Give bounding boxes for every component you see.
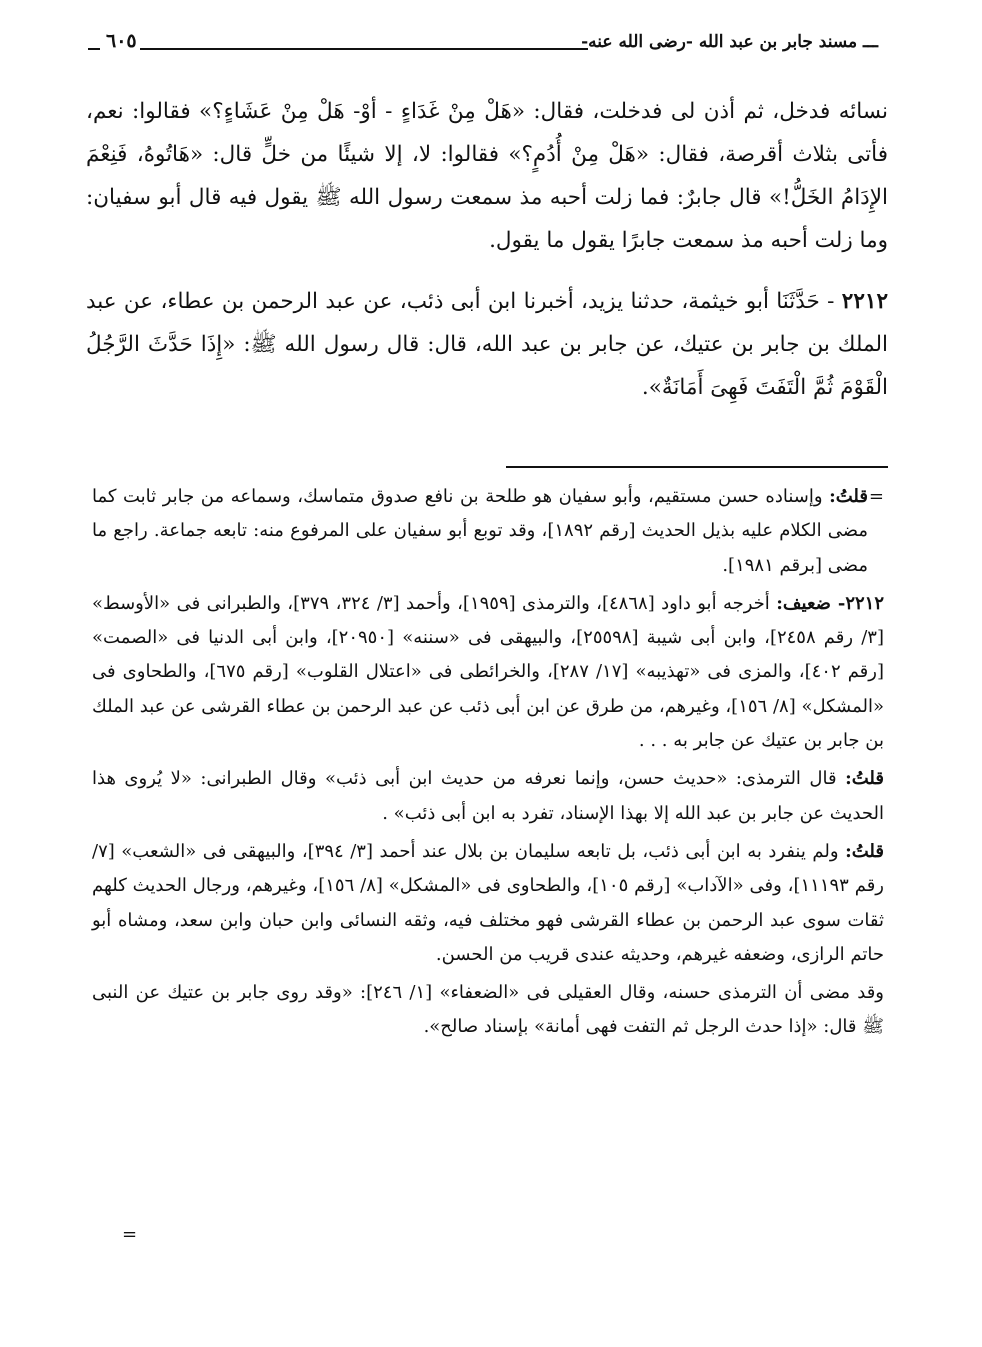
footnote-2 (92, 587, 884, 758)
continues-mark: = (122, 1224, 138, 1245)
header-rule (140, 48, 588, 50)
footnote-4-keyword: قلتُ: (845, 840, 884, 862)
running-header (88, 30, 888, 64)
header-dash (88, 48, 100, 50)
footnote-1 (92, 480, 884, 583)
footnotes (92, 480, 884, 1045)
header-title: ـــ مسند جابر بن عبد الله -رضى الله عنه- (581, 32, 878, 52)
footnote-3 (92, 762, 884, 831)
carry-over-mark: = (868, 486, 884, 507)
footnote-separator (506, 466, 888, 468)
footnote-5 (92, 976, 884, 1045)
footnote-3-text: قال الترمذى: «حديث حسن، وإنما نعرفه من حديث ابن أبى ذئب» وقال الطبرانى: «لا يُروى هذا الحديث عن جابر بن عبد الله إلا بهذا الإسناد، تفرد به ابن أبى ذئب» . (92, 768, 884, 824)
footnote-4 (92, 835, 884, 972)
footnote-1-keyword: قلتُ: (829, 486, 868, 507)
main-paragraph-1: نسائه فدخل، ثم أذن لى فدخلت، فقال: «هَلْ مِنْ غَدَاءٍ - أوْ- هَلْ مِنْ عَشَاءٍ؟» فقالوا: نعم، فأتى بثلاث أقرصة، فقال: «هَلْ مِنْ أُدُمٍ؟» فقالوا: لا، إلا شيئًا من خلٍّ قال: «هَاتُوهُ، فَنِعْمَ الإِدَامُ الخَلُّ!» قال جابرٌ: فما زلت أحبه مذ سمعت رسول الله ﷺ يقول فيه قال أبو سفيان: وما زلت أحبه مذ سمعت جابرًا يقول ما يقول. (86, 99, 888, 253)
main-text (86, 90, 888, 409)
hadith-text: - حَدَّثَنَا أبو خيثمة، حدثنا يزيد، أخبرنا ابن أبى ذئب، عن عبد الرحمن بن عطاء، عن عبد الملك بن جابر بن عتيك، عن جابر بن عبد الله، قال: قال رسول الله ﷺ: «إِذَا حَدَّثَ الرَّجُلُ الْقَوْمَ ثُمَّ الْتَفَتَ فَهِىَ أَمَانَةٌ». (86, 289, 888, 400)
footnote-2-text: أخرجه أبو داود [٤٨٦٨]، والترمذى [١٩٥٩]، وأحمد [٣/ ٣٢٤، ٣٧٩]، والطبرانى فى «الأوسط» [٣/ رقم ٢٤٥٨]، وابن أبى شيبة [٢٥٥٩٨]، والبيهقى فى «سننه» [٢٠٩٥٠]، وابن أبى الدنيا فى «الصمت» [رقم ٤٠٢]، والمزى فى «تهذيبه» [١٧/ ٢٨٧]، والخرائطى فى «اعتلال القلوب» [رقم ٦٧٥]، والطحاوى فى «المشكل» [٨/ ١٥٦]، وغيرهم، من طرق عن ابن أبى ذئب عن عبد الرحمن بن عطاء القرشى عن عبد الملك بن جابر بن عتيك عن جابر به . . . (92, 592, 884, 752)
footnote-2-keyword: ٢٢١٢- ضعيف: (776, 592, 885, 614)
footnote-5-text: وقد مضى أن الترمذى حسنه، وقال العقيلى فى «الضعفاء» [١/ ٢٤٦]: «وقد روى جابر بن عتيك عن النبى ﷺ قال: «إذا حدث الرجل ثم التفت فهى أمانة» بإسناد صالح». (92, 982, 884, 1038)
footnote-4-text: ولم ينفرد به ابن أبى ذئب، بل تابعه سليمان بن بلال عند أحمد [٣/ ٣٩٤]، والبيهقى فى «الشعب» [٧/ رقم ١١١٩٣]، وفى «الآداب» [رقم ١٠٥]، والطحاوى فى «المشكل» [٨/ ١٥٦]، وغيرهم، ورجال الحديث كلهم ثقات سوى عبد الرحمن بن عطاء القرشى فهو مختلف فيه، وثقه النسائى وابن حبان وابن سعد، ومشاه أبو حاتم الرازى، وضعفه غيرهم، وحديثه عندى قريب من الحسن. (92, 840, 884, 965)
page-number: ٦٠٥ (106, 30, 137, 52)
hadith-number: ٢٢١٢ (841, 289, 888, 314)
footnote-3-keyword: قلتُ: (845, 768, 884, 790)
hadith-paragraph (86, 280, 888, 409)
footnote-1-text: وإسناده حسن مستقيم، وأبو سفيان هو طلحة بن نافع صدوق متماسك، وسماعه من جابر ثابت كما مضى الكلام عليه بذيل الحديث [رقم ١٨٩٢]، وقد توبع أبو سفيان على المرفوع منه: تابعه جماعة. راجع ما مضى [برقم ١٩٨١]. (92, 486, 869, 576)
